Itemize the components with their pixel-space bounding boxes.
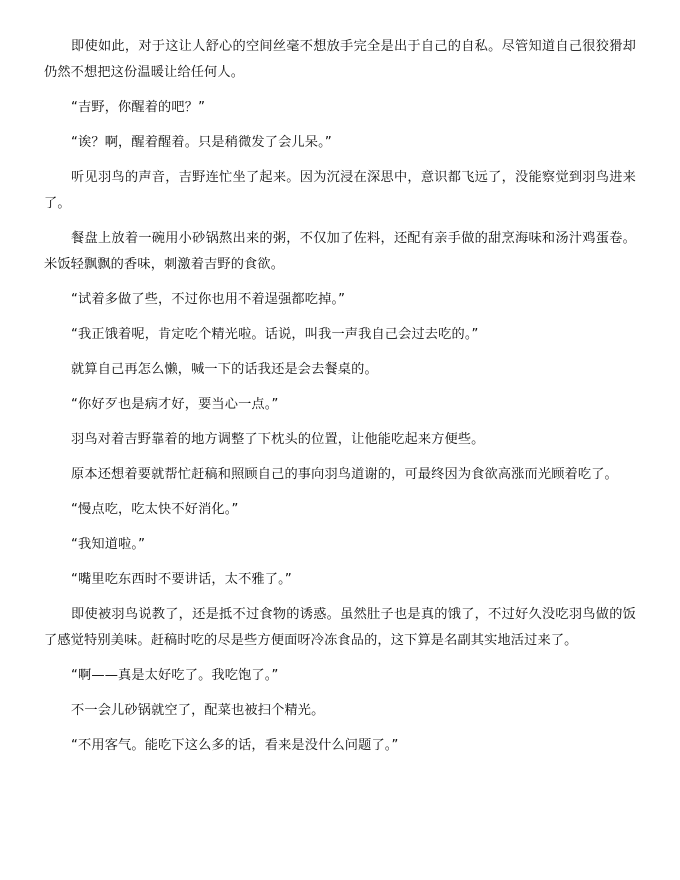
paragraph: 羽鸟对着吉野靠着的地方调整了下枕头的位置，让他能吃起来方便些。 [71,432,485,447]
paragraph: 餐盘上放着一碗用小砂锅熬出来的粥，不仅加了佐料，还配有亲手做的甜烹海味和汤汁鸡蛋卷。米饭轻飘飘的香味，刺激着吉野的食欲。 [44,231,636,272]
paragraph: 原本还想着要就帮忙赶稿和照顾自己的事向羽鸟道谢的，可最终因为食欲高涨而光顾着吃了。 [71,467,618,482]
paragraph: 就算自己再怎么懒，喊一下的话我还是会去餐桌的。 [71,362,378,377]
paragraph: “啊——真是太好吃了。我吃饱了。” [71,668,279,683]
paragraph: “你好歹也是病才好，要当心一点。” [71,397,279,412]
paragraph: “嘴里吃东西时不要讲话，太不雅了。” [71,572,292,587]
paragraph: “我知道啦。” [71,537,146,552]
paragraph: “试着多做了些，不过你也用不着逞强都吃掉。” [71,292,346,307]
paragraph: 不一会儿砂锅就空了，配菜也被扫个精光。 [71,703,325,718]
paragraph: “不用客气。能吃下这么多的话，看来是没什么问题了。” [71,738,399,753]
paragraph: 听见羽鸟的声音，吉野连忙坐了起来。因为沉浸在深思中，意识都飞远了，没能察觉到羽鸟进来了。 [44,170,636,211]
paragraph: “我正饿着呢，肯定吃个精光啦。话说，叫我一声我自己会过去吃的。” [71,327,479,342]
paragraph: 即使被羽鸟说教了，还是抵不过食物的诱惑。虽然肚子也是真的饿了，不过好久没吃羽鸟做的饭了感觉特别美味。赶稿时吃的尽是些方便面呀冷冻食品的，这下算是名副其实地活过来了。 [44,607,636,648]
paragraph: “慢点吃，吃太快不好消化。” [71,502,239,517]
paragraph: “诶？啊，醒着醒着。只是稍微发了会儿呆。” [71,135,332,150]
paragraph: “吉野，你醒着的吧？” [71,100,206,115]
paragraph: 即使如此，对于这让人舒心的空间丝毫不想放手完全是出于自己的自私。尽管知道自己很狡猾却仍然不想把这份温暖让给任何人。 [44,39,636,80]
